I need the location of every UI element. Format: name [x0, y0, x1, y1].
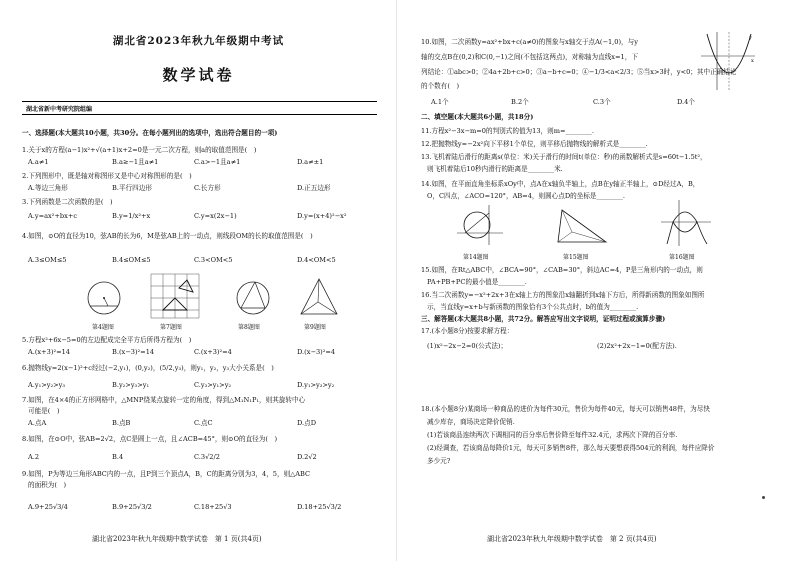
q10-option-b: B.2个 [511, 98, 529, 106]
figure-q10-parabola [699, 30, 757, 92]
q2-option-b: B.平行四边形 [112, 184, 152, 192]
q1-option-b: B.a≥−1且a≠1 [112, 158, 159, 166]
q8-option-c: C.3√2/2 [194, 453, 220, 461]
q8-option-a: A.2 [28, 453, 40, 461]
question-10: 10.如图，二次函数y=ax²+bx+c(a≠0)的图象与x轴交于点A(−1,0)，与y [421, 38, 638, 46]
q3-option-c: C.y=x(2x−1) [194, 212, 237, 220]
q10-option-d: D.4个 [677, 98, 695, 106]
question-18: 18.(本小题8分)某商场一种商品的进价为每件30元，售价为每件40元，每天可以销售48件，为尽快 [421, 405, 710, 413]
question-8: 8.如图，在⊙O中，弦AB=2√2，点C是圆上一点，且∠ACB=45°，则⊙O的直径为( ) [22, 435, 278, 443]
figure-q15-triangle [552, 206, 610, 246]
q3-option-a: A.y=ax²+bx+c [28, 212, 78, 220]
question-9-cont: 的面积为( ) [28, 481, 67, 489]
q5-option-d: D.(x−3)²=4 [297, 348, 336, 356]
caption-fig14: 第14题图 [463, 254, 489, 261]
section-1-heading: 一、选择题(本大题共10小题，共30分。在每小题列出的选项中，选出符合题目的一项) [22, 129, 278, 137]
page-2-footer: 湖北省2023年秋九年级期中数学试卷 第 2 页(共4页) [487, 535, 657, 543]
question-18-cont: 减少库存，商场决定降价促销. [427, 418, 515, 426]
question-7: 7.如图，在4×4的正方形网格中，△MNP绕某点旋转一定的角度，得到△M₁N₁P₁，则其旋转中心 [22, 396, 306, 404]
question-14: 14.如图，在平面直角坐标系xOy中，点A在x轴负半轴上，点B在y轴正半轴上，⊙D经过A，B， [421, 180, 700, 188]
question-14-cont: O，C四点，∠ACO=120°，AB=4，则圆心点D的坐标是________. [427, 192, 625, 200]
question-13-cont: 则飞机着陆后10秒内滑行的距离是________米. [427, 165, 563, 173]
question-18-part1: (1)若该商品连续两次下调相同的百分率后售价降至每件32.4元，求两次下降的百分率. [427, 431, 678, 439]
question-5: 5.方程x²+6x−5=0的左边配成完全平方后所得方程为( ) [22, 336, 192, 344]
q6-option-d: D.y₁>y₃>y₂ [297, 381, 335, 389]
q3-option-b: B.y=1/x²+x [112, 212, 151, 220]
figure-q7-grid [149, 272, 201, 320]
q5-option-b: B.(x−3)²=14 [112, 348, 155, 356]
question-15: 15.如图，在Rt△ABC中，∠BCA=90°，∠CAB=30°，斜边AC=4，P是三角形内的一动点，则 [421, 266, 703, 274]
caption-fig9: 第9题图 [304, 324, 326, 331]
q1-option-a: A.a≠1 [28, 158, 49, 166]
figure-q14-circle [455, 203, 505, 247]
q10-option-c: C.3个 [593, 98, 611, 106]
q7-option-a: A.点A [28, 419, 47, 427]
question-10-line4: 的个数有( ) [421, 82, 460, 90]
question-2: 2.下列图形中，既是轴对称图形又是中心对称图形的是( ) [22, 172, 192, 180]
q10-option-a: A.1个 [431, 98, 449, 106]
q9-option-a: A.9+25√3/4 [28, 503, 68, 511]
exam-subject: 数学试卷 [162, 66, 235, 84]
question-17-part1: (1)x²−2x−2=0(公式法)； [427, 342, 508, 350]
q4-option-a: A.3≤OM≤5 [28, 256, 67, 264]
caption-fig4: 第4题图 [92, 324, 114, 331]
question-15-cont: PA+PB+PC的最小值是________. [427, 278, 527, 286]
q5-option-a: A.(x+3)²=14 [28, 348, 70, 356]
q7-option-d: D.点D [297, 419, 317, 427]
question-12: 12.把抛物线y=−2x²向下平移1个单位，则平移后抛物线的解析式是________. [421, 140, 648, 148]
q2-option-d: D.正五边形 [297, 184, 331, 192]
svg-text:x: x [751, 58, 754, 64]
question-18-part2: (2)经调查，若该商品每降价1元，每天可多销售8件，那么每天要想获得504元的利润，每件应降价 [427, 444, 715, 452]
question-10-line2: 轴的交点B在(0,2)和C(0,−1)之间(不包括这两点)，对称轴为直线x=1，下 [421, 53, 638, 61]
q7-option-c: C.点C [194, 419, 213, 427]
question-1: 1.关于x的方程(a−1)x²+√(a+1)x+2=0是一元二次方程，则a的取值范围是( ) [22, 146, 257, 154]
figure-q8-circle [233, 278, 273, 318]
caption-fig8: 第8题图 [238, 324, 260, 331]
q1-option-d: D.a≠±1 [297, 158, 324, 166]
question-13: 13.飞机着陆后滑行的距离s(单位：米)关于滑行的时间t(单位：秒)的函数解析式是s=60t−1.5t²， [421, 153, 707, 161]
q3-option-d: D.y=(x+4)²−x² [297, 212, 347, 220]
caption-fig16: 第16题图 [669, 254, 695, 261]
q5-option-c: C.(x+3)²=4 [194, 348, 232, 356]
page-1-footer: 湖北省2023年秋九年级期中数学试卷 第 1 页(共4页) [92, 535, 262, 543]
question-6: 6.抛物线y=2(x−1)²+c经过(−2,y₁)，(0,y₂)，(5/2,y₃)，则y₁，y₂，y₃大小关系是( ) [22, 364, 274, 372]
question-11: 11.方程x²−3x−m=0的判别式的值为13，则m=________. [421, 127, 594, 135]
exam-title: 湖北省2023年秋九年级期中考试 [112, 35, 285, 47]
q4-option-c: C.3<OM<5 [194, 256, 233, 264]
q9-option-b: B.9+25√3/2 [112, 503, 152, 511]
q4-option-d: D.4<OM<5 [297, 256, 336, 264]
org-banner [22, 101, 377, 115]
org-name: 湖北省新中考研究院组编 [26, 106, 93, 113]
q4-option-b: B.4≤OM≤5 [112, 256, 151, 264]
question-7-cont: 可能是( ) [28, 407, 60, 415]
figure-q16-graph [659, 198, 713, 248]
question-3: 3.下列函数是二次函数的是( ) [22, 198, 113, 206]
section-2-heading: 二、填空题(本大题共6小题，共18分) [421, 113, 534, 121]
q9-option-c: C.18+25√3 [194, 503, 232, 511]
caption-fig15: 第15题图 [563, 254, 589, 261]
q6-option-b: B.y₂>y₃>y₁ [112, 381, 150, 389]
question-17: 17.(本小题8分)按要求解方程： [421, 327, 514, 335]
q8-option-b: B.4 [112, 453, 124, 461]
question-9: 9.如图，P为等边三角形ABC内的一点，且P到三个顶点A，B，C的距离分别为3，4，5，则△ABC [22, 470, 311, 478]
question-10-line3: 列结论：①abc>0；②4a+2b+c>0；③a−b+c=0；④−1/3<a<2/3；⑤当x>3时，y<0；其中正确结论 [421, 68, 737, 76]
figure-q4-circle [84, 278, 124, 318]
question-17-part2: (2)2x²+2x−1=0(配方法). [597, 342, 677, 350]
question-16-cont: 示，当直线y=x+b与新函数的图象恰有3个公共点时，b的值为________. [427, 303, 639, 311]
page-mark [762, 496, 765, 499]
q9-option-d: D.18+25√3/2 [297, 503, 342, 511]
question-18-part2-cont: 多少元? [427, 457, 451, 465]
question-16: 16.当二次函数y=−x²+2x+3在x轴上方的图象沿x轴翻折到x轴下方后，所得新函数的图象如图所 [421, 291, 705, 299]
figure-q9-triangle [298, 276, 340, 318]
q7-option-b: B.点B [112, 419, 131, 427]
q1-option-c: C.a>−1且a≠1 [194, 158, 241, 166]
section-3-heading: 三、解答题(本大题共8小题，共72分。解答应写出文字说明，证明过程或演算步骤) [421, 315, 666, 323]
svg-text:y: y [749, 35, 752, 41]
q6-option-c: C.y₃>y₁>y₂ [194, 381, 232, 389]
q8-option-d: D.2√2 [297, 453, 317, 461]
q2-option-c: C.长方形 [194, 184, 221, 192]
q6-option-a: A.y₁>y₂>y₃ [28, 381, 66, 389]
question-4: 4.如图，⊙O的直径为10，弦AB的长为6，M是弦AB上的一动点，则线段OM的长的取值范围是( ) [22, 232, 313, 240]
q2-option-a: A.等边三角形 [28, 184, 68, 192]
caption-fig7: 第7题图 [160, 324, 182, 331]
exam-page-2 [397, 0, 794, 561]
